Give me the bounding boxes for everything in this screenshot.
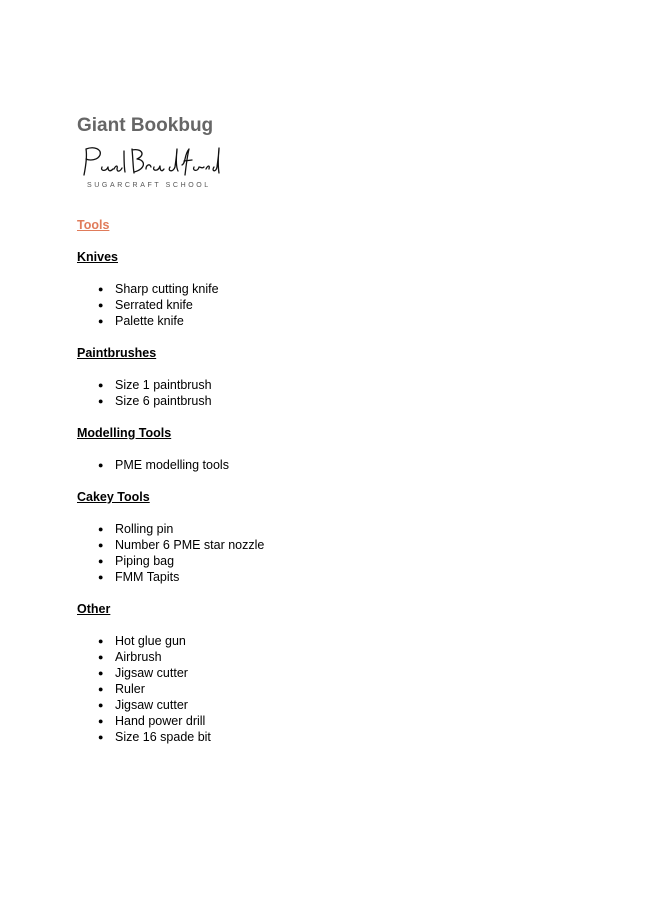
bullet-icon: ● <box>98 668 104 678</box>
bullet-icon: ● <box>98 636 104 646</box>
bullet-icon: ● <box>98 700 104 710</box>
signature-logo-graphic <box>80 145 220 181</box>
bullet-icon: ● <box>98 460 104 470</box>
bullet-icon: ● <box>98 540 104 550</box>
tools-link[interactable]: Tools <box>77 218 110 232</box>
section-heading-other: Other <box>77 602 111 616</box>
list-item-text: Size 1 paintbrush <box>115 378 212 392</box>
bullet-icon: ● <box>98 556 104 566</box>
list-item-text: Size 16 spade bit <box>115 730 211 744</box>
logo-subtitle: SUGARCRAFT SCHOOL <box>87 182 211 189</box>
section-heading-cakey-tools: Cakey Tools <box>77 490 150 504</box>
bullet-icon: ● <box>98 380 104 390</box>
bullet-icon: ● <box>98 316 104 326</box>
list-item-text: Jigsaw cutter <box>115 666 188 680</box>
list-item-text: Serrated knife <box>115 298 193 312</box>
list-item-text: Palette knife <box>115 314 184 328</box>
bullet-icon: ● <box>98 524 104 534</box>
list-item-text: PME modelling tools <box>115 458 229 472</box>
brand-logo <box>80 145 220 195</box>
bullet-icon: ● <box>98 652 104 662</box>
bullet-icon: ● <box>98 684 104 694</box>
page-title: Giant Bookbug <box>77 115 214 136</box>
list-item-text: Hand power drill <box>115 714 206 728</box>
list-item-text: Airbrush <box>115 650 162 664</box>
bullet-icon: ● <box>98 284 104 294</box>
list-item-text: Ruler <box>115 682 145 696</box>
bullet-icon: ● <box>98 732 104 742</box>
list-item-text: Size 6 paintbrush <box>115 394 212 408</box>
bullet-icon: ● <box>98 572 104 582</box>
list-item-text: Rolling pin <box>115 522 174 536</box>
list-item-text: Jigsaw cutter <box>115 698 188 712</box>
section-heading-knives: Knives <box>77 250 118 264</box>
list-item-text: Sharp cutting knife <box>115 282 219 296</box>
list-item-text: Piping bag <box>115 554 175 568</box>
list-item-text: FMM Tapits <box>115 570 180 584</box>
section-heading-paintbrushes: Paintbrushes <box>77 346 157 360</box>
list-item-text: Hot glue gun <box>115 634 186 648</box>
list-item-text: Number 6 PME star nozzle <box>115 538 265 552</box>
bullet-icon: ● <box>98 300 104 310</box>
bullet-icon: ● <box>98 396 104 406</box>
bullet-icon: ● <box>98 716 104 726</box>
section-heading-modelling-tools: Modelling Tools <box>77 426 172 440</box>
